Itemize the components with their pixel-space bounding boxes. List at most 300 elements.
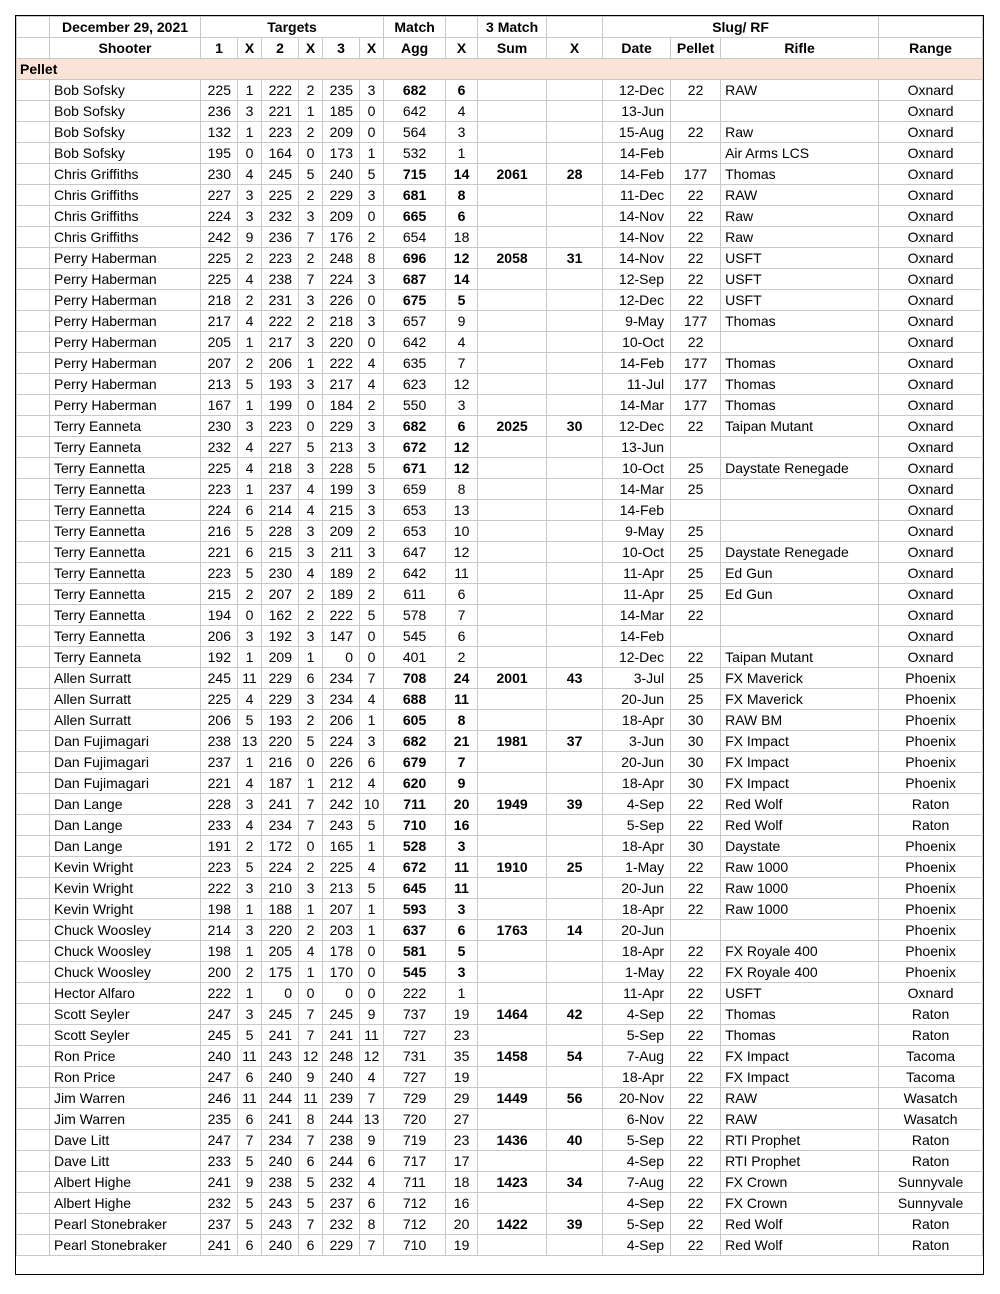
cell-t1: 192: [201, 647, 238, 668]
cell-agg: 727: [384, 1025, 446, 1046]
cell-t2: 207: [262, 584, 299, 605]
cell-agg: 710: [384, 1235, 446, 1256]
cell-sum: 2058: [478, 248, 547, 269]
cell-shooter: Kevin Wright: [50, 878, 201, 899]
cell-x2: 4: [299, 941, 323, 962]
cell-x3: 5: [360, 605, 384, 626]
cell-t1: 206: [201, 710, 238, 731]
cell-rifle: Thomas: [721, 395, 879, 416]
cell-date: 14-Feb: [603, 353, 671, 374]
cell-x1: 1: [238, 80, 262, 101]
cell-rifle: FX Royale 400: [721, 941, 879, 962]
cell-sum: [478, 374, 547, 395]
cell-shooter: Dan Fujimagari: [50, 773, 201, 794]
cell-x3: 8: [360, 1214, 384, 1235]
cell-t3: 234: [323, 689, 360, 710]
cell-xsum: [547, 458, 603, 479]
cell-range: Oxnard: [879, 269, 983, 290]
cell-xagg: 12: [446, 374, 478, 395]
cell-rifle: Taipan Mutant: [721, 416, 879, 437]
cell-sum: [478, 143, 547, 164]
cell-x1: 1: [238, 983, 262, 1004]
cell-x3: 0: [360, 647, 384, 668]
table-row: [17, 374, 983, 395]
cell-rifle: USFT: [721, 248, 879, 269]
cell-rifle: Air Arms LCS: [721, 143, 879, 164]
cell-date: 4-Sep: [603, 1235, 671, 1256]
table-row: [17, 773, 983, 794]
cell-range: Tacoma: [879, 1046, 983, 1067]
table-row: [17, 941, 983, 962]
cell-pellet: 22: [671, 1235, 721, 1256]
cell-rifle: Thomas: [721, 1025, 879, 1046]
cell-x1: 5: [238, 521, 262, 542]
cell-agg: 717: [384, 1151, 446, 1172]
cell-x3: 5: [360, 164, 384, 185]
cell-x3: 13: [360, 1109, 384, 1130]
cell-t3: 189: [323, 584, 360, 605]
cell-x2: 3: [299, 542, 323, 563]
cell-xsum: [547, 941, 603, 962]
cell-x3: 3: [360, 269, 384, 290]
cell-t3: 241: [323, 1025, 360, 1046]
cell-sum: [478, 563, 547, 584]
table-row: [17, 563, 983, 584]
cell-sum: [478, 584, 547, 605]
cell-x3: 2: [360, 227, 384, 248]
cell-t2: 188: [262, 899, 299, 920]
cell-agg: 659: [384, 479, 446, 500]
cell-t1: 217: [201, 311, 238, 332]
cell-agg: 720: [384, 1109, 446, 1130]
cell-pellet: 22: [671, 1172, 721, 1193]
cell-date: 20-Nov: [603, 1088, 671, 1109]
table-row: [17, 248, 983, 269]
cell-xagg: 19: [446, 1004, 478, 1025]
table-row: [17, 1235, 983, 1256]
cell-t2: 245: [262, 164, 299, 185]
cell-pellet: 22: [671, 248, 721, 269]
cell-xsum: [547, 353, 603, 374]
cell-rifle: FX Impact: [721, 752, 879, 773]
cell-t3: 147: [323, 626, 360, 647]
cell-shooter: Allen Surratt: [50, 689, 201, 710]
cell-xsum: [547, 836, 603, 857]
cell-rifle: Ed Gun: [721, 584, 879, 605]
cell-sum: [478, 311, 547, 332]
cell-sum: [478, 185, 547, 206]
cell-agg: 642: [384, 563, 446, 584]
cell-pellet: 25: [671, 458, 721, 479]
cell-t2: 224: [262, 857, 299, 878]
cell-xagg: 7: [446, 605, 478, 626]
cell-pellet: 22: [671, 857, 721, 878]
table-row: [17, 416, 983, 437]
cell-t2: 0: [262, 983, 299, 1004]
cell-pellet: 30: [671, 752, 721, 773]
cell-x3: 0: [360, 290, 384, 311]
cell-t1: 205: [201, 332, 238, 353]
cell-xagg: 8: [446, 185, 478, 206]
cell-t3: 229: [323, 1235, 360, 1256]
cell-xagg: 6: [446, 416, 478, 437]
cell-shooter: Scott Seyler: [50, 1025, 201, 1046]
cell-rifle: RAW BM: [721, 710, 879, 731]
cell-x1: 5: [238, 1214, 262, 1235]
cell-sum: [478, 815, 547, 836]
cell-t3: 232: [323, 1172, 360, 1193]
cell-xsum: [547, 584, 603, 605]
cell-rifle: FX Impact: [721, 773, 879, 794]
header-row-1: [17, 17, 983, 38]
cell-agg: 675: [384, 290, 446, 311]
cell-pellet: 22: [671, 1130, 721, 1151]
cell-t1: 245: [201, 668, 238, 689]
cell-date: 14-Feb: [603, 500, 671, 521]
cell-sum: [478, 458, 547, 479]
cell-sum: [478, 626, 547, 647]
cell-x2: 3: [299, 689, 323, 710]
cell-t3: 226: [323, 290, 360, 311]
cell-rifle: Raw: [721, 206, 879, 227]
cell-x2: 4: [299, 479, 323, 500]
cell-x1: 1: [238, 479, 262, 500]
cell-sum: [478, 941, 547, 962]
cell-pellet: 22: [671, 899, 721, 920]
cell-xagg: 11: [446, 563, 478, 584]
cell-shooter: Dan Lange: [50, 794, 201, 815]
cell-rifle: [721, 626, 879, 647]
cell-xagg: 3: [446, 836, 478, 857]
cell-sum: [478, 1067, 547, 1088]
cell-t2: 243: [262, 1046, 299, 1067]
cell-t3: 203: [323, 920, 360, 941]
cell-date: 15-Aug: [603, 122, 671, 143]
cell-t2: 230: [262, 563, 299, 584]
cell-x3: 1: [360, 143, 384, 164]
cell-rifle: FX Impact: [721, 1046, 879, 1067]
cell-agg: 550: [384, 395, 446, 416]
cell-agg: 222: [384, 983, 446, 1004]
cell-shooter: Terry Eannetta: [50, 605, 201, 626]
cell-x1: 6: [238, 542, 262, 563]
cell-range: Oxnard: [879, 227, 983, 248]
cell-rifle: FX Royale 400: [721, 962, 879, 983]
cell-sum: 1449: [478, 1088, 547, 1109]
cell-shooter: Scott Seyler: [50, 1004, 201, 1025]
cell-range: Oxnard: [879, 101, 983, 122]
cell-shooter: Dan Fujimagari: [50, 752, 201, 773]
cell-date: 18-Apr: [603, 899, 671, 920]
cell-x3: 2: [360, 395, 384, 416]
cell-xsum: 14: [547, 920, 603, 941]
cell-x2: 2: [299, 710, 323, 731]
cell-t3: 244: [323, 1151, 360, 1172]
cell-shooter: Chris Griffiths: [50, 164, 201, 185]
cell-xagg: 1: [446, 143, 478, 164]
cell-t2: 221: [262, 101, 299, 122]
cell-xagg: 16: [446, 1193, 478, 1214]
cell-date: 4-Sep: [603, 1193, 671, 1214]
cell-rifle: Thomas: [721, 374, 879, 395]
cell-xsum: [547, 122, 603, 143]
cell-range: Oxnard: [879, 584, 983, 605]
cell-date: 11-Apr: [603, 983, 671, 1004]
cell-x3: 9: [360, 1130, 384, 1151]
cell-date: 20-Jun: [603, 752, 671, 773]
match-header: Match: [384, 17, 446, 38]
cell-xsum: [547, 206, 603, 227]
cell-rifle: FX Crown: [721, 1193, 879, 1214]
cell-xagg: 10: [446, 521, 478, 542]
cell-xsum: 31: [547, 248, 603, 269]
cell-t3: 228: [323, 458, 360, 479]
cell-agg: 620: [384, 773, 446, 794]
cell-xagg: 3: [446, 122, 478, 143]
cell-x1: 9: [238, 227, 262, 248]
cell-range: Raton: [879, 1025, 983, 1046]
cell-t3: 244: [323, 1109, 360, 1130]
cell-agg: 605: [384, 710, 446, 731]
cell-t2: 245: [262, 1004, 299, 1025]
cell-x1: 2: [238, 836, 262, 857]
cell-shooter: Chuck Woosley: [50, 920, 201, 941]
cell-t1: 230: [201, 416, 238, 437]
cell-range: Phoenix: [879, 878, 983, 899]
cell-t2: 240: [262, 1151, 299, 1172]
cell-range: Raton: [879, 1004, 983, 1025]
cell-date: 14-Mar: [603, 395, 671, 416]
cell-pellet: 22: [671, 1214, 721, 1235]
cell-x2: 2: [299, 605, 323, 626]
cell-t1: 206: [201, 626, 238, 647]
cell-range: Oxnard: [879, 311, 983, 332]
cell-t1: 225: [201, 689, 238, 710]
cell-xsum: 39: [547, 794, 603, 815]
table-row: [17, 500, 983, 521]
cell-date: 11-Apr: [603, 584, 671, 605]
cell-sum: [478, 1235, 547, 1256]
cell-x2: 2: [299, 80, 323, 101]
cell-xagg: 35: [446, 1046, 478, 1067]
cell-t1: 223: [201, 563, 238, 584]
cell-agg: 581: [384, 941, 446, 962]
cell-x3: 8: [360, 248, 384, 269]
cell-t1: 222: [201, 983, 238, 1004]
cell-xagg: 7: [446, 353, 478, 374]
cell-agg: 708: [384, 668, 446, 689]
cell-x2: 12: [299, 1046, 323, 1067]
cell-agg: 712: [384, 1214, 446, 1235]
cell-t3: 206: [323, 710, 360, 731]
cell-xsum: [547, 1109, 603, 1130]
col-x-1: X: [238, 38, 262, 59]
cell-sum: [478, 437, 547, 458]
cell-x2: 5: [299, 164, 323, 185]
cell-agg: 653: [384, 500, 446, 521]
cell-x2: 1: [299, 101, 323, 122]
cell-t2: 236: [262, 227, 299, 248]
cell-pellet: 22: [671, 227, 721, 248]
scores-table: [16, 16, 983, 1256]
cell-range: Oxnard: [879, 143, 983, 164]
cell-t3: 209: [323, 206, 360, 227]
cell-sum: [478, 962, 547, 983]
cell-pellet: [671, 500, 721, 521]
cell-x2: 3: [299, 521, 323, 542]
cell-t1: 247: [201, 1067, 238, 1088]
cell-x3: 3: [360, 731, 384, 752]
cell-sum: [478, 1151, 547, 1172]
cell-sum: [478, 206, 547, 227]
cell-xsum: 34: [547, 1172, 603, 1193]
cell-sum: 1910: [478, 857, 547, 878]
cell-x1: 5: [238, 1151, 262, 1172]
cell-shooter: Allen Surratt: [50, 668, 201, 689]
cell-t1: 242: [201, 227, 238, 248]
cell-t1: 230: [201, 164, 238, 185]
cell-x2: 2: [299, 584, 323, 605]
cell-sum: 1763: [478, 920, 547, 941]
cell-x1: 5: [238, 710, 262, 731]
cell-date: 12-Sep: [603, 269, 671, 290]
cell-x3: 6: [360, 1151, 384, 1172]
cell-x3: 3: [360, 80, 384, 101]
cell-x1: 1: [238, 395, 262, 416]
table-row: [17, 206, 983, 227]
cell-range: Oxnard: [879, 248, 983, 269]
cell-t2: 243: [262, 1214, 299, 1235]
cell-range: Phoenix: [879, 710, 983, 731]
table-row: [17, 794, 983, 815]
cell-sum: [478, 80, 547, 101]
cell-shooter: Chuck Woosley: [50, 941, 201, 962]
cell-sum: [478, 479, 547, 500]
section-label: Pellet: [17, 59, 983, 80]
cell-t3: 234: [323, 668, 360, 689]
cell-t3: 238: [323, 1130, 360, 1151]
table-row: [17, 815, 983, 836]
cell-t1: 195: [201, 143, 238, 164]
cell-x3: 3: [360, 416, 384, 437]
cell-x3: 0: [360, 332, 384, 353]
cell-t2: 192: [262, 626, 299, 647]
cell-agg: 653: [384, 521, 446, 542]
cell-pellet: 177: [671, 164, 721, 185]
cell-x2: 2: [299, 248, 323, 269]
table-row: [17, 1193, 983, 1214]
table-row: [17, 80, 983, 101]
cell-t1: 207: [201, 353, 238, 374]
cell-x3: 1: [360, 899, 384, 920]
cell-t3: 248: [323, 1046, 360, 1067]
cell-agg: 712: [384, 1193, 446, 1214]
col-agg: Agg: [384, 38, 446, 59]
cell-x1: 4: [238, 437, 262, 458]
cell-xsum: [547, 710, 603, 731]
cell-shooter: Terry Eannetta: [50, 626, 201, 647]
cell-t1: 233: [201, 815, 238, 836]
table-row: [17, 542, 983, 563]
cell-date: 13-Jun: [603, 437, 671, 458]
cell-rifle: Thomas: [721, 164, 879, 185]
col-target-3: 3: [323, 38, 360, 59]
cell-xagg: 29: [446, 1088, 478, 1109]
cell-x1: 7: [238, 1130, 262, 1151]
cell-shooter: Chris Griffiths: [50, 206, 201, 227]
cell-range: Phoenix: [879, 836, 983, 857]
cell-xagg: 4: [446, 101, 478, 122]
cell-x1: 4: [238, 458, 262, 479]
cell-t1: 247: [201, 1130, 238, 1151]
cell-agg: 672: [384, 437, 446, 458]
cell-x1: 6: [238, 500, 262, 521]
cell-range: Oxnard: [879, 122, 983, 143]
cell-date: 7-Aug: [603, 1172, 671, 1193]
cell-shooter: Jim Warren: [50, 1109, 201, 1130]
cell-agg: 710: [384, 815, 446, 836]
cell-t2: 220: [262, 731, 299, 752]
cell-sum: [478, 395, 547, 416]
cell-xsum: 37: [547, 731, 603, 752]
cell-pellet: 25: [671, 689, 721, 710]
cell-pellet: 22: [671, 185, 721, 206]
cell-x2: 7: [299, 1130, 323, 1151]
cell-shooter: Perry Haberman: [50, 332, 201, 353]
cell-rifle: Red Wolf: [721, 1235, 879, 1256]
cell-xagg: 4: [446, 332, 478, 353]
table-row: [17, 1130, 983, 1151]
cell-xsum: [547, 773, 603, 794]
cell-xagg: 14: [446, 164, 478, 185]
cell-x2: 7: [299, 815, 323, 836]
cell-t3: 212: [323, 773, 360, 794]
cell-pellet: 22: [671, 647, 721, 668]
spreadsheet: [15, 15, 984, 1275]
cell-rifle: [721, 500, 879, 521]
cell-xsum: [547, 752, 603, 773]
cell-xagg: 12: [446, 542, 478, 563]
cell-shooter: Jim Warren: [50, 1088, 201, 1109]
cell-x3: 7: [360, 1088, 384, 1109]
section-row: [17, 59, 983, 80]
cell-t3: 189: [323, 563, 360, 584]
cell-agg: 642: [384, 332, 446, 353]
table-row: [17, 689, 983, 710]
cell-t3: 218: [323, 311, 360, 332]
cell-sum: [478, 710, 547, 731]
cell-sum: 1436: [478, 1130, 547, 1151]
cell-date: 14-Nov: [603, 248, 671, 269]
cell-x3: 5: [360, 878, 384, 899]
cell-xagg: 1: [446, 983, 478, 1004]
cell-shooter: Chris Griffiths: [50, 185, 201, 206]
cell-t3: 213: [323, 878, 360, 899]
cell-sum: [478, 290, 547, 311]
cell-date: 14-Feb: [603, 143, 671, 164]
cell-t2: 234: [262, 1130, 299, 1151]
cell-rifle: [721, 101, 879, 122]
cell-xsum: [547, 899, 603, 920]
cell-x1: 11: [238, 1046, 262, 1067]
cell-shooter: Kevin Wright: [50, 899, 201, 920]
cell-rifle: Daystate Renegade: [721, 542, 879, 563]
cell-xsum: [547, 290, 603, 311]
cell-xagg: 11: [446, 878, 478, 899]
cell-x3: 2: [360, 521, 384, 542]
cell-t3: 0: [323, 647, 360, 668]
cell-t2: 222: [262, 311, 299, 332]
